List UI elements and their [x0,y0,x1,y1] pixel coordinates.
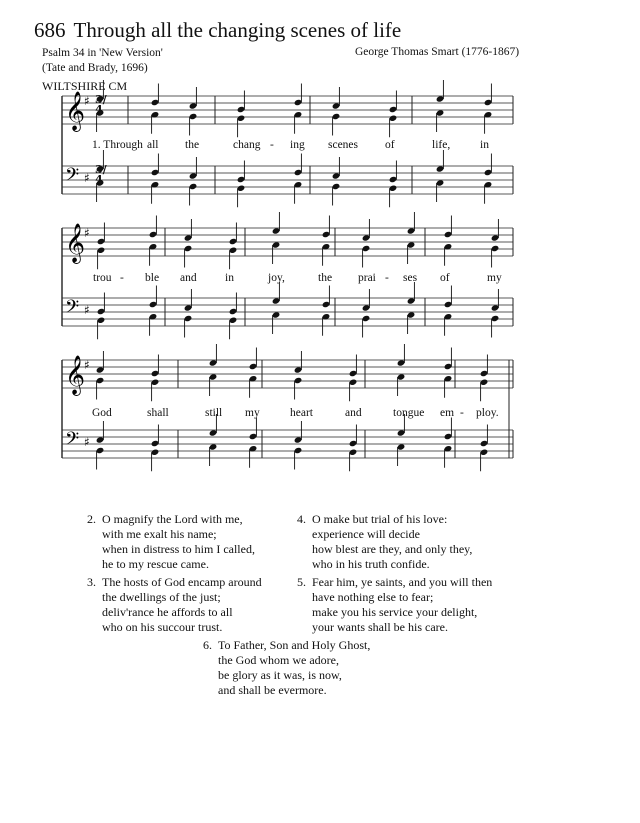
lyric-syllable: - [460,407,464,419]
verse-line: how blest are they, and only they, [312,542,473,556]
verse-line: The hosts of God encamp around [102,575,262,589]
lyric-syllable: scenes [328,139,359,151]
lyric-syllable: - [270,139,274,151]
lyric-syllable: joy, [268,272,285,284]
key-signature-sharp-icon: ♯ [84,94,90,108]
lyric-syllable: of [440,272,450,284]
lyric-syllable: in [225,272,234,284]
verse-line: make you his service your delight, [312,605,478,619]
key-signature-sharp-icon: ♯ [84,358,90,372]
lyric-syllable: chang [233,139,261,151]
lyric-syllable: shall [147,407,169,419]
verse-2 [87,512,255,572]
lyric-syllable: the [185,139,200,151]
tune-name: WILTSHIRE CM [42,79,128,93]
verse-4 [297,512,473,572]
composer: George Thomas Smart (1776-1867) [355,46,520,58]
verse-line: To Father, Son and Holy Ghost, [218,638,371,652]
verse-line: O magnify the Lord with me, [102,512,243,526]
lyric-syllable: em [440,407,455,419]
verse-number: 4. [297,512,306,526]
key-signature-sharp-icon: ♯ [84,171,90,185]
lyric-syllable: the [318,272,333,284]
lyric-syllable: - [120,272,124,284]
time-signature-bass: 3/4 [95,163,107,186]
words-source-line: (Tate and Brady, 1696) [42,62,148,74]
verse-number: 5. [297,575,306,589]
lyric-syllable: and [345,407,362,419]
lyric-syllable: ses [403,272,418,284]
treble-clef-icon: 𝄞 [65,355,86,395]
lyric-syllable: ing [290,139,305,151]
verse-number: 6. [203,638,212,652]
lyric-syllable: ploy. [476,407,499,419]
verse-line: the God whom we adore, [218,653,339,667]
lyric-syllable: still [205,407,223,419]
lyric-syllable: and [180,272,197,284]
key-signature-sharp-icon: ♯ [84,435,90,449]
lyric-syllable: 1. Through [92,139,143,151]
verse-line: be glory as it was, is now, [218,668,342,682]
lyric-syllable: prai [358,272,376,284]
key-signature-sharp-icon: ♯ [84,303,90,317]
verse-line: deliv'rance he affords to all [102,605,233,619]
bass-clef-icon: 𝄢 [65,297,80,322]
lyric-syllable: life, [432,139,451,151]
treble-clef-icon: 𝄞 [65,91,86,131]
key-signature-sharp-icon: ♯ [84,226,90,240]
verse-line: O make but trial of his love: [312,512,448,526]
lyric-syllable: my [245,407,260,419]
lyric-syllable: ble [145,272,160,284]
verse-6 [203,638,371,698]
words-source-line: Psalm 34 in 'New Version' [42,47,163,59]
verse-number: 2. [87,512,96,526]
verse-line: who in his truth confide. [312,557,430,571]
verse-line: and shall be evermore. [218,683,327,697]
lyric-syllable: all [147,139,159,151]
verse-line: when in distress to him I called, [102,542,255,556]
verse-line: your wants shall be his care. [312,620,448,634]
verse-line: experience will decide [312,527,420,541]
lyric-syllable: trou [93,272,112,284]
verse-line: he to my rescue came. [102,557,209,571]
time-signature-treble: 3/4 [95,93,107,116]
verse-5 [297,575,493,635]
lyric-syllable: my [487,272,502,284]
verse-line: who on his succour trust. [102,620,223,634]
verse-line: the dwellings of the just; [102,590,221,604]
lyric-syllable: - [385,272,389,284]
lyric-syllable: in [480,139,489,151]
lyric-syllable: of [385,139,395,151]
verse-line: with me exalt his name; [102,527,217,541]
lyric-syllable: God [92,407,112,419]
hymn-title-text: Through all the changing scenes of life [73,18,402,42]
hymn-number: 686 [34,18,66,42]
verse-number: 3. [87,575,96,589]
verse-line: Fear him, ye saints, and you will then [312,575,493,589]
verse-line: have nothing else to fear; [312,590,434,604]
lyric-syllable: heart [290,407,313,419]
bass-clef-icon: 𝄢 [65,429,80,454]
bass-clef-icon: 𝄢 [65,165,80,190]
verse-3 [87,575,262,635]
lyric-syllable: tongue [393,407,425,419]
treble-clef-icon: 𝄞 [65,223,86,263]
